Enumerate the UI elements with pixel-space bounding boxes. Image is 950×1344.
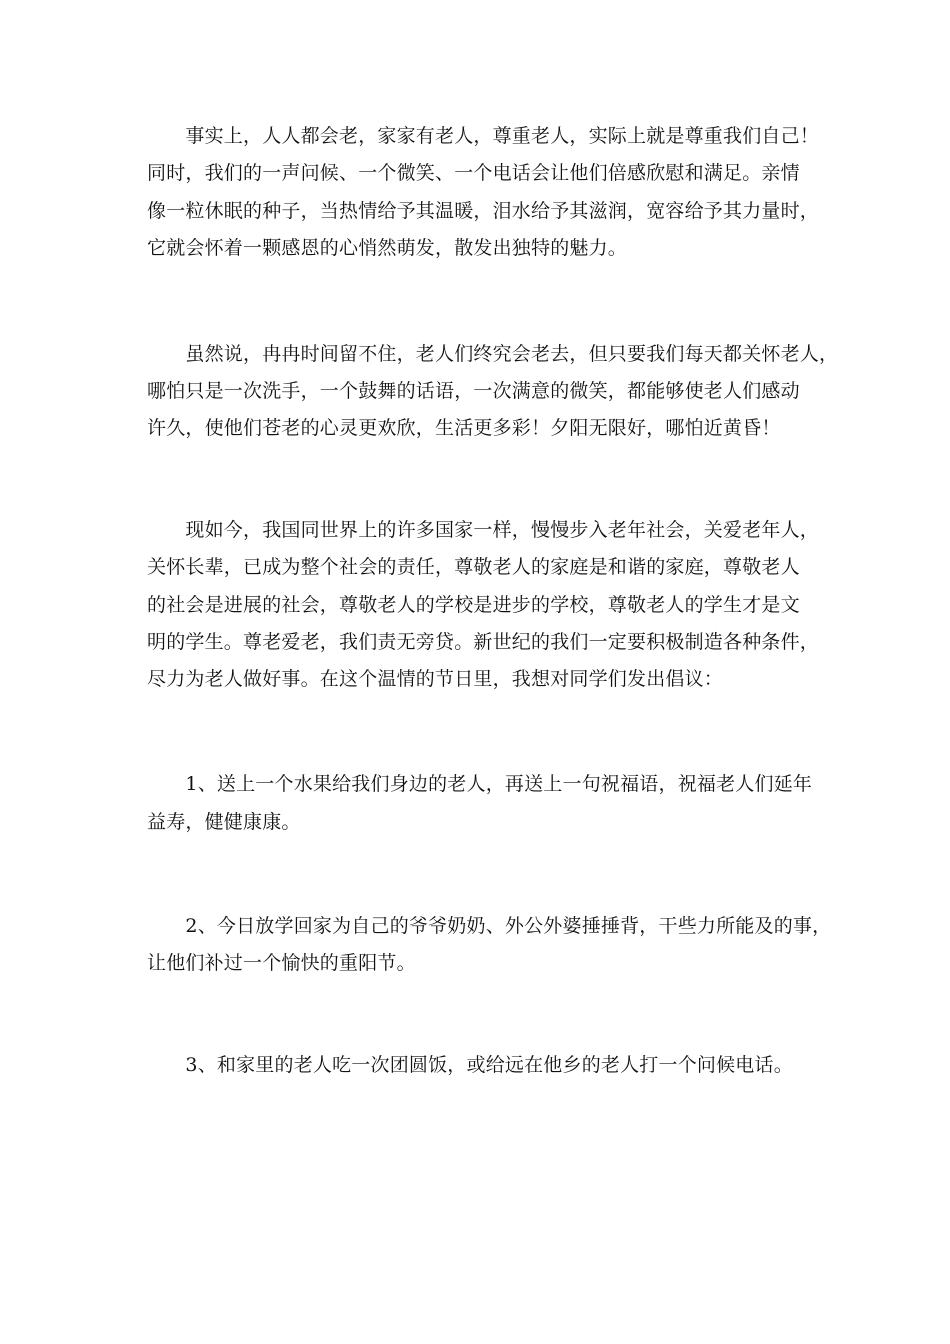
paragraph-line: 明的学生。尊老爱老，我们责无旁贷。新世纪的我们一定要积极制造各种条件， (147, 631, 820, 653)
paragraph-line: 3、和家里的老人吃一次团圆饭，或给远在他乡的老人打一个问候电话。 (147, 1054, 793, 1076)
paragraph-line: 像一粒休眠的种子，当热情给予其温暖，泪水给予其滋润，宽容给予其力量时， (147, 200, 820, 222)
paragraph-line: 1、送上一个水果给我们身边的老人，再送上一句祝福语，祝福老人们延年 (147, 773, 813, 795)
paragraph-line: 虽然说，冉冉时间留不住，老人们终究会老去，但只要我们每天都关怀老人， (147, 343, 839, 365)
paragraph-line: 同时，我们的一声问候、一个微笑、一个电话会让他们倍感欣慰和满足。亲情 (147, 162, 800, 184)
paragraph-line: 许久，使他们苍老的心灵更欢欣，生活更多彩！夕阳无限好，哪怕近黄昏！ (147, 417, 781, 439)
paragraph-line: 的社会是进展的社会，尊敬老人的学校是进步的学校，尊敬老人的学生才是文 (147, 594, 800, 616)
paragraph-line: 益寿，健健康康。 (147, 811, 301, 833)
paragraph-line: 事实上，人人都会老，家家有老人，尊重老人，实际上就是尊重我们自己！ (147, 125, 820, 147)
paragraph-line: 它就会怀着一颗感恩的心悄然萌发，散发出独特的魅力。 (147, 237, 628, 259)
paragraph-line: 关怀长辈，已成为整个社会的责任，尊敬老人的家庭是和谐的家庭，尊敬老人 (147, 556, 800, 578)
paragraph-line: 现如今，我国同世界上的许多国家一样，慢慢步入老年社会，关爱老年人， (147, 519, 820, 541)
paragraph-line: 尽力为老人做好事。在这个温情的节日里，我想对同学们发出倡议： (147, 668, 724, 690)
paragraph-line: 2、今日放学回家为自己的爷爷奶奶、外公外婆捶捶背，干些力所能及的事， (147, 915, 832, 937)
paragraph-line: 让他们补过一个愉快的重阳节。 (147, 952, 416, 974)
paragraph-line: 哪怕只是一次洗手，一个鼓舞的话语，一次满意的微笑，都能够使老人们感动 (147, 380, 800, 402)
